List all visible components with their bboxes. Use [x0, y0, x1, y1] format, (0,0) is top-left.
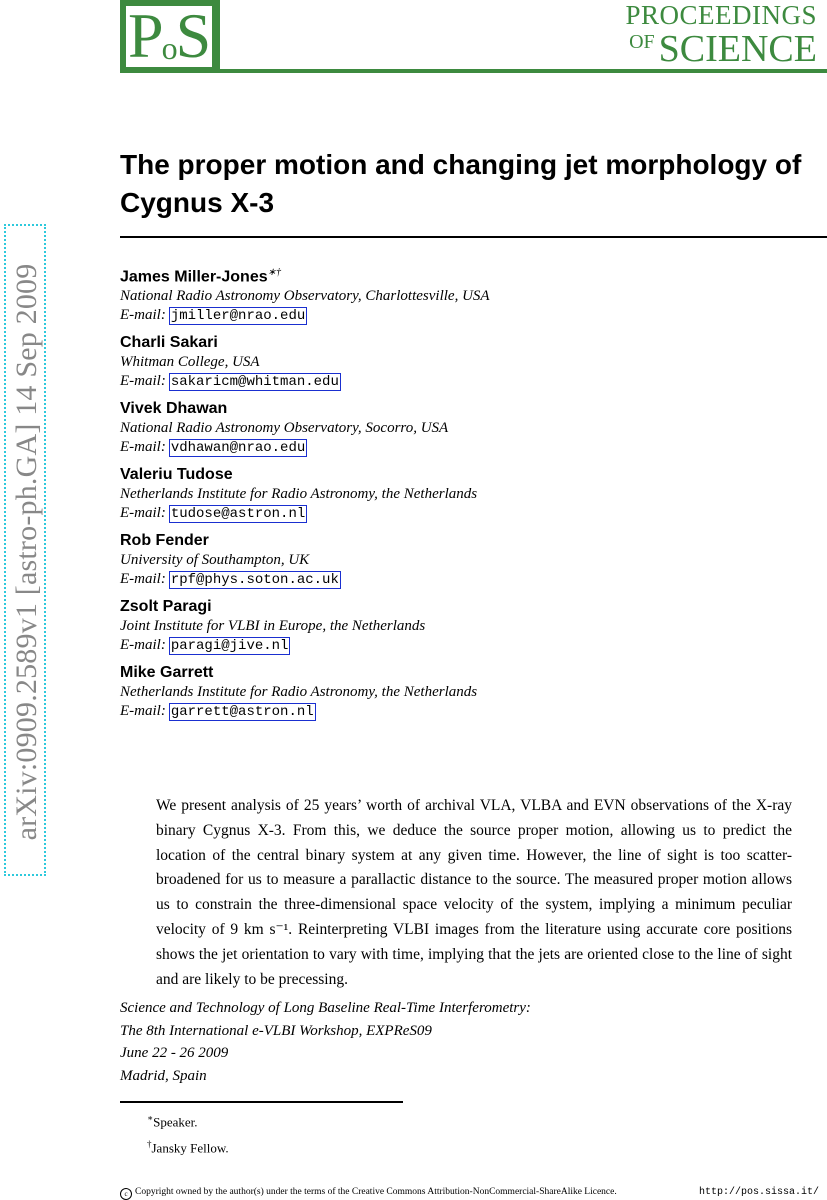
- author-name: James Miller-Jones∗†: [120, 267, 282, 286]
- pos-logo: [120, 0, 220, 73]
- abstract: We present analysis of 25 years’ worth of archival VLA, VLBA and EVN observations of the X-ray binary Cygnus X-3. From this, we deduce the source proper motion, allowing us to predict the location of the central binary system at any given time. However, the line of sight is too scatter-broadened for us to measure a parallactic distance to the source. The measured proper motion allows us to constrain the three-dimensional space velocity of the system, implying a minimum peculiar velocity of 9 km s⁻¹. Reinterpreting VLBI images from the literature using accurate core positions shows the jet orientation to vary with time, implying that the jets are oriented close to the line of sight and are likely to be precessing.: [156, 797, 792, 988]
- pos-url-link[interactable]: http://pos.sissa.it/: [698, 1187, 819, 1198]
- email-link[interactable]: garrett@astron.nl: [170, 704, 314, 721]
- series-line-science: $^{OF}$ SCIENCE: [629, 28, 817, 70]
- author-email-line: E-mail: tudose@astron.nl: [120, 505, 306, 523]
- email-link[interactable]: paragi@jive.nl: [170, 638, 289, 655]
- series-line-proceedings: PROCEEDINGS: [625, 0, 817, 30]
- conference-location: Madrid, Spain: [120, 1067, 207, 1084]
- author-name: Mike Garrett: [120, 664, 214, 682]
- author-block: [120, 399, 720, 458]
- author-name: Charli Sakari: [120, 334, 218, 352]
- author-block: [120, 663, 720, 722]
- author-affiliation: National Radio Astronomy Observatory, Charlottesville, USA: [120, 288, 490, 305]
- author-block: [120, 333, 720, 392]
- author-email-line: E-mail: jmiller@nrao.edu: [120, 307, 306, 325]
- email-link[interactable]: sakaricm@whitman.edu: [170, 374, 339, 391]
- pos-logo-text: PoS: [128, 0, 208, 71]
- author-affiliation: Whitman College, USA: [120, 354, 260, 371]
- author-email-line: E-mail: rpf@phys.soton.ac.uk: [120, 571, 339, 589]
- conference-dates: June 22 - 26 2009: [120, 1045, 229, 1061]
- author-affiliation: University of Southampton, UK: [120, 552, 310, 569]
- email-link[interactable]: rpf@phys.soton.ac.uk: [170, 572, 339, 589]
- copyright-icon: c: [120, 1188, 132, 1200]
- footnotes: [147, 1107, 229, 1160]
- email-link[interactable]: tudose@astron.nl: [170, 506, 306, 523]
- author-name: Rob Fender: [120, 532, 209, 550]
- email-link[interactable]: vdhawan@nrao.edu: [170, 440, 306, 457]
- author-email-line: E-mail: sakaricm@whitman.edu: [120, 373, 339, 391]
- conference-workshop: The 8th International e-VLBI Workshop, EXPReS09: [120, 1022, 432, 1039]
- footnote-rule: [120, 1101, 403, 1103]
- author-block: [120, 597, 720, 656]
- author-email-line: E-mail: garrett@astron.nl: [120, 703, 314, 721]
- conference-title: Science and Technology of Long Baseline Real-Time Interferometry:: [120, 1000, 531, 1016]
- footnote: ∗Speaker.: [147, 1113, 198, 1130]
- author-name: Zsolt Paragi: [120, 598, 212, 616]
- series-title: [625, 2, 817, 68]
- conference-info: [120, 997, 531, 1087]
- author-name: Valeriu Tudose: [120, 466, 233, 484]
- author-name: Vivek Dhawan: [120, 400, 228, 418]
- author-email-line: E-mail: vdhawan@nrao.edu: [120, 439, 306, 457]
- author-affiliation: Joint Institute for VLBI in Europe, the Netherlands: [120, 618, 426, 635]
- author-affiliation: National Radio Astronomy Observatory, Socorro, USA: [120, 420, 449, 437]
- arxiv-identifier[interactable]: arXiv:0909.2589v1 [astro-ph.GA] 14 Sep 2009: [10, 263, 43, 841]
- footnote: †Jansky Fellow.: [147, 1139, 229, 1156]
- author-block: [120, 263, 720, 326]
- author-block: [120, 465, 720, 524]
- arxiv-stamp: [4, 224, 46, 876]
- author-list: [120, 263, 720, 729]
- author-block: [120, 531, 720, 590]
- copyright-notice: c Copyright owned by the author(s) under the terms of the Creative Commons Attribution-NonCommercial-ShareAlike Licence.: [120, 1187, 617, 1200]
- author-affiliation: Netherlands Institute for Radio Astronomy, the Netherlands: [120, 486, 478, 503]
- paper-title: The proper motion and changing jet morphology of Cygnus X-3: [120, 149, 802, 218]
- email-link[interactable]: jmiller@nrao.edu: [170, 308, 306, 325]
- author-email-line: E-mail: paragi@jive.nl: [120, 637, 289, 655]
- title-rule: [120, 236, 827, 238]
- author-affiliation: Netherlands Institute for Radio Astronomy, the Netherlands: [120, 684, 478, 701]
